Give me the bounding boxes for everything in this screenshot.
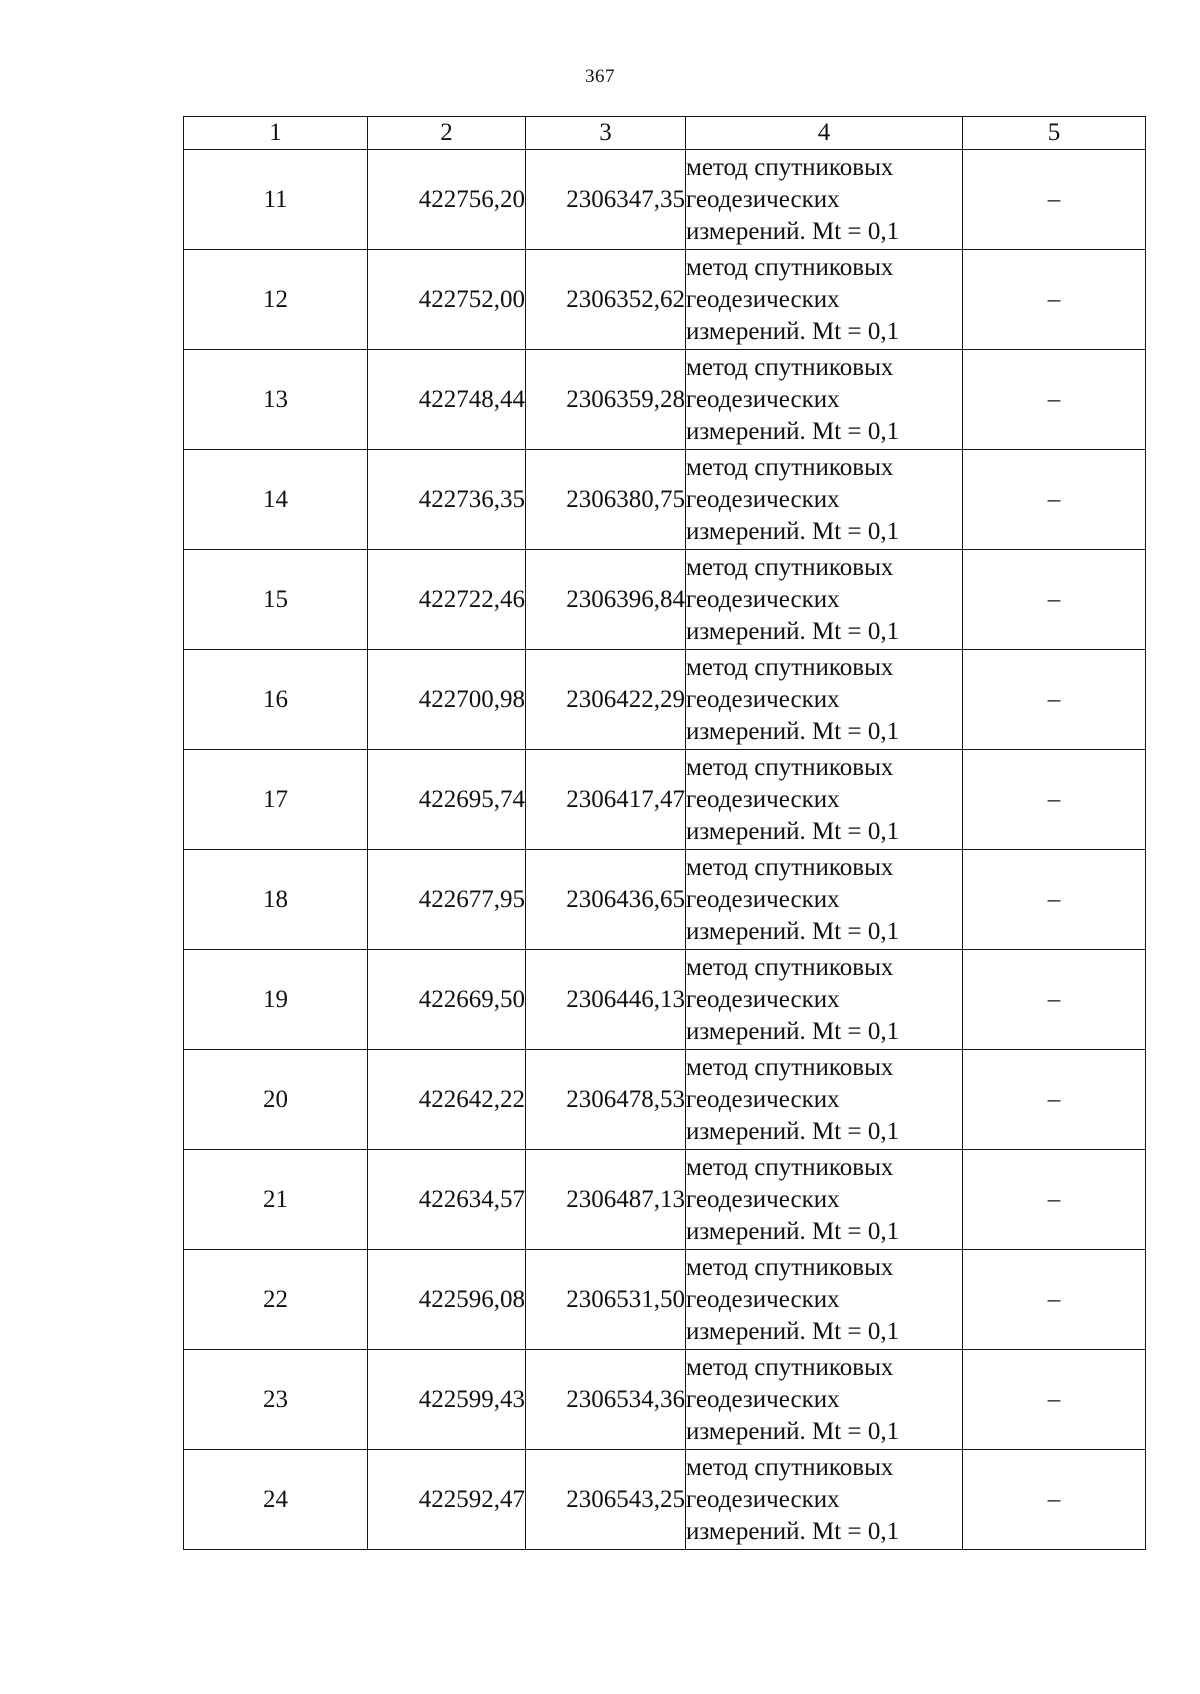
method-cell <box>686 1050 963 1150</box>
method-line: геодезических <box>686 1485 840 1513</box>
method-line: измерений. Mt = 0,1 <box>686 1017 900 1045</box>
method-cell <box>686 850 963 950</box>
x-coordinate-cell: 422748,44 <box>368 350 526 450</box>
y-coordinate-cell: 2306531,50 <box>526 1250 686 1350</box>
method-line: метод спутниковых <box>686 153 894 181</box>
table-row <box>184 450 1146 550</box>
x-coordinate-cell: 422599,43 <box>368 1350 526 1450</box>
method-line: метод спутниковых <box>686 1253 894 1281</box>
point-number-cell: 20 <box>184 1050 368 1150</box>
method-cell <box>686 1350 963 1450</box>
method-cell <box>686 950 963 1050</box>
note-cell: – <box>963 650 1146 750</box>
column-header-5: 5 <box>963 117 1146 150</box>
method-line: измерений. Mt = 0,1 <box>686 917 900 945</box>
method-line: метод спутниковых <box>686 953 894 981</box>
method-line: геодезических <box>686 185 840 213</box>
method-cell <box>686 1150 963 1250</box>
point-number-cell: 24 <box>184 1450 368 1550</box>
point-number-cell: 11 <box>184 150 368 250</box>
method-line: геодезических <box>686 485 840 513</box>
point-number-cell: 12 <box>184 250 368 350</box>
method-cell <box>686 750 963 850</box>
column-header-1: 1 <box>184 117 368 150</box>
method-line: измерений. Mt = 0,1 <box>686 517 900 545</box>
point-number-cell: 21 <box>184 1150 368 1250</box>
point-number-cell: 18 <box>184 850 368 950</box>
method-cell <box>686 150 963 250</box>
x-coordinate-cell: 422752,00 <box>368 250 526 350</box>
table-row <box>184 350 1146 450</box>
table-row <box>184 1050 1146 1150</box>
method-line: измерений. Mt = 0,1 <box>686 1217 900 1245</box>
x-coordinate-cell: 422592,47 <box>368 1450 526 1550</box>
x-coordinate-cell: 422736,35 <box>368 450 526 550</box>
table-row <box>184 250 1146 350</box>
note-cell: – <box>963 350 1146 450</box>
note-cell: – <box>963 1450 1146 1550</box>
method-line: геодезических <box>686 385 840 413</box>
table-row <box>184 1450 1146 1550</box>
note-cell: – <box>963 250 1146 350</box>
note-cell: – <box>963 450 1146 550</box>
method-line: измерений. Mt = 0,1 <box>686 217 900 245</box>
method-line: метод спутниковых <box>686 453 894 481</box>
point-number-cell: 19 <box>184 950 368 1050</box>
note-cell: – <box>963 1150 1146 1250</box>
method-line: метод спутниковых <box>686 1053 894 1081</box>
method-cell <box>686 550 963 650</box>
table-row <box>184 1250 1146 1350</box>
y-coordinate-cell: 2306422,29 <box>526 650 686 750</box>
method-line: метод спутниковых <box>686 253 894 281</box>
note-cell: – <box>963 1250 1146 1350</box>
method-cell <box>686 350 963 450</box>
table-body <box>184 150 1146 1550</box>
method-line: геодезических <box>686 1085 840 1113</box>
table-row <box>184 750 1146 850</box>
method-cell <box>686 650 963 750</box>
table-row <box>184 950 1146 1050</box>
method-line: геодезических <box>686 685 840 713</box>
method-line: метод спутниковых <box>686 1453 894 1481</box>
method-line: метод спутниковых <box>686 553 894 581</box>
table-row <box>184 1350 1146 1450</box>
point-number-cell: 22 <box>184 1250 368 1350</box>
note-cell: – <box>963 850 1146 950</box>
coordinates-table <box>183 116 1146 1550</box>
y-coordinate-cell: 2306352,62 <box>526 250 686 350</box>
method-line: геодезических <box>686 885 840 913</box>
point-number-cell: 17 <box>184 750 368 850</box>
method-line: геодезических <box>686 785 840 813</box>
y-coordinate-cell: 2306380,75 <box>526 450 686 550</box>
page-number: 367 <box>585 66 615 87</box>
table-row <box>184 150 1146 250</box>
y-coordinate-cell: 2306446,13 <box>526 950 686 1050</box>
y-coordinate-cell: 2306417,47 <box>526 750 686 850</box>
method-line: измерений. Mt = 0,1 <box>686 1117 900 1145</box>
method-line: геодезических <box>686 585 840 613</box>
note-cell: – <box>963 950 1146 1050</box>
x-coordinate-cell: 422642,22 <box>368 1050 526 1150</box>
method-cell <box>686 250 963 350</box>
y-coordinate-cell: 2306359,28 <box>526 350 686 450</box>
x-coordinate-cell: 422722,46 <box>368 550 526 650</box>
method-line: измерений. Mt = 0,1 <box>686 1417 900 1445</box>
x-coordinate-cell: 422695,74 <box>368 750 526 850</box>
method-line: метод спутниковых <box>686 653 894 681</box>
method-line: измерений. Mt = 0,1 <box>686 417 900 445</box>
method-line: метод спутниковых <box>686 853 894 881</box>
y-coordinate-cell: 2306396,84 <box>526 550 686 650</box>
column-header-2: 2 <box>368 117 526 150</box>
table-row <box>184 550 1146 650</box>
method-line: геодезических <box>686 285 840 313</box>
y-coordinate-cell: 2306478,53 <box>526 1050 686 1150</box>
y-coordinate-cell: 2306487,13 <box>526 1150 686 1250</box>
point-number-cell: 14 <box>184 450 368 550</box>
method-line: геодезических <box>686 1385 840 1413</box>
table-row <box>184 1150 1146 1250</box>
method-line: измерений. Mt = 0,1 <box>686 817 900 845</box>
method-line: метод спутниковых <box>686 1353 894 1381</box>
note-cell: – <box>963 1050 1146 1150</box>
note-cell: – <box>963 750 1146 850</box>
y-coordinate-cell: 2306534,36 <box>526 1350 686 1450</box>
x-coordinate-cell: 422700,98 <box>368 650 526 750</box>
note-cell: – <box>963 550 1146 650</box>
point-number-cell: 23 <box>184 1350 368 1450</box>
column-header-3: 3 <box>526 117 686 150</box>
y-coordinate-cell: 2306543,25 <box>526 1450 686 1550</box>
method-line: метод спутниковых <box>686 753 894 781</box>
point-number-cell: 15 <box>184 550 368 650</box>
method-cell <box>686 1450 963 1550</box>
x-coordinate-cell: 422677,95 <box>368 850 526 950</box>
table-header <box>184 117 1146 150</box>
method-line: метод спутниковых <box>686 1153 894 1181</box>
point-number-cell: 16 <box>184 650 368 750</box>
note-cell: – <box>963 150 1146 250</box>
x-coordinate-cell: 422669,50 <box>368 950 526 1050</box>
method-line: геодезических <box>686 1285 840 1313</box>
method-line: метод спутниковых <box>686 353 894 381</box>
table-row <box>184 650 1146 750</box>
method-cell <box>686 1250 963 1350</box>
x-coordinate-cell: 422596,08 <box>368 1250 526 1350</box>
method-line: измерений. Mt = 0,1 <box>686 617 900 645</box>
y-coordinate-cell: 2306347,35 <box>526 150 686 250</box>
point-number-cell: 13 <box>184 350 368 450</box>
method-line: измерений. Mt = 0,1 <box>686 1517 900 1545</box>
x-coordinate-cell: 422634,57 <box>368 1150 526 1250</box>
method-line: измерений. Mt = 0,1 <box>686 717 900 745</box>
note-cell: – <box>963 1350 1146 1450</box>
method-line: геодезических <box>686 985 840 1013</box>
method-cell <box>686 450 963 550</box>
table-header-row <box>184 117 1146 150</box>
table-row <box>184 850 1146 950</box>
method-line: измерений. Mt = 0,1 <box>686 317 900 345</box>
method-line: геодезических <box>686 1185 840 1213</box>
method-line: измерений. Mt = 0,1 <box>686 1317 900 1345</box>
x-coordinate-cell: 422756,20 <box>368 150 526 250</box>
column-header-4: 4 <box>686 117 963 150</box>
y-coordinate-cell: 2306436,65 <box>526 850 686 950</box>
